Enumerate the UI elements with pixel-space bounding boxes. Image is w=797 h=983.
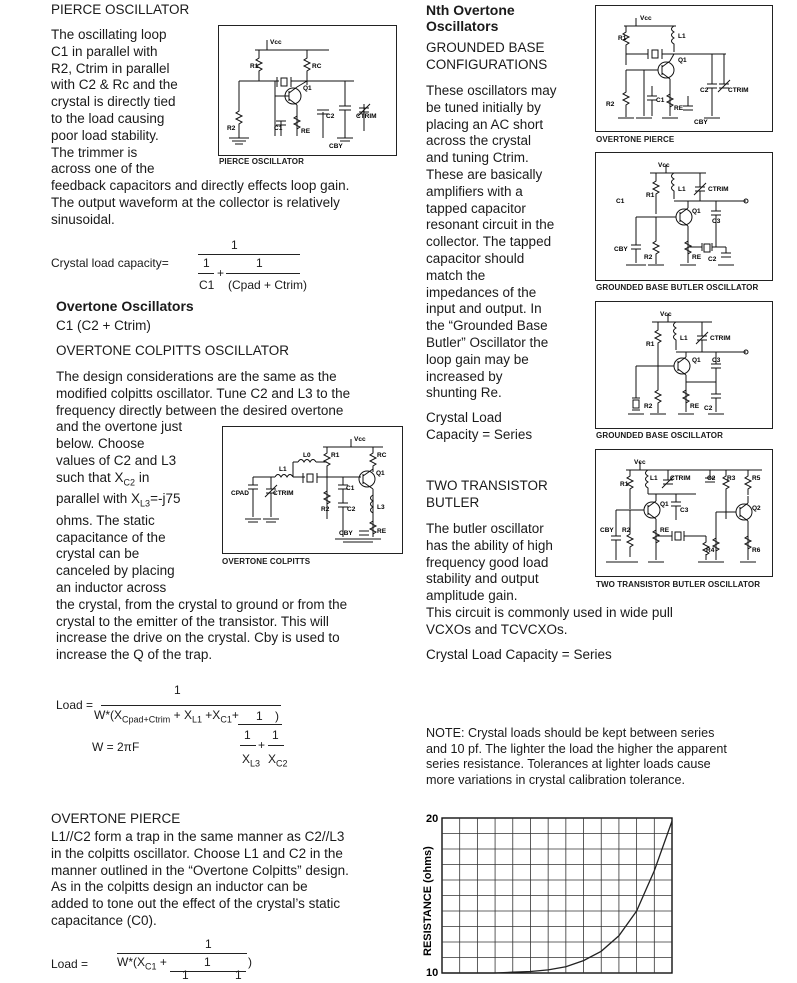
load2-fraction-bar xyxy=(117,953,247,954)
nth-overtone-title xyxy=(426,2,515,34)
text-line: crystal can be xyxy=(56,546,140,562)
text-line: across the crystal xyxy=(426,133,532,149)
svg-text:CPAD: CPAD xyxy=(231,490,249,497)
text-line: BUTLER xyxy=(426,494,480,510)
text-line: amplifiers with a xyxy=(426,183,523,199)
text-line: and 10 pf. The lighter the load the higher the apparent xyxy=(426,741,727,756)
text-fragment: X xyxy=(242,752,251,766)
svg-text:R3: R3 xyxy=(727,475,736,482)
svg-text:CBY: CBY xyxy=(614,246,628,253)
text-line: The butler oscillator xyxy=(426,521,544,536)
text-fragment: such that X xyxy=(56,469,124,485)
load-fraction-bar xyxy=(101,705,281,706)
cl-cpad: (Cpad + Ctrim) xyxy=(228,278,308,292)
svg-text:R2: R2 xyxy=(321,506,330,513)
svg-text:C3: C3 xyxy=(680,507,689,514)
load2-inner-one-b: 1 xyxy=(182,968,189,982)
text-line: placing an AC short xyxy=(426,116,544,132)
text-line: added to tone out the effect of the crystal’s static xyxy=(51,896,341,912)
svg-text:C2: C2 xyxy=(707,475,716,482)
text-line: to the load causing xyxy=(51,110,165,126)
load-paren: ) xyxy=(275,709,279,723)
grounded-base-butler-schematic xyxy=(595,152,773,281)
text-line: The oscillating loop xyxy=(51,27,167,42)
inner-one-a: 1 xyxy=(244,728,251,742)
series-line xyxy=(442,821,672,973)
text-line: ohms. The static xyxy=(56,512,155,528)
text-line: These oscillators may xyxy=(426,83,557,98)
load2-inner-one: 1 xyxy=(204,955,211,969)
svg-text:RC: RC xyxy=(377,452,387,459)
note-paragraph xyxy=(426,726,727,788)
text-line: increase the drive on the crystal. Cby is used to xyxy=(56,630,340,646)
load-denominator xyxy=(94,708,239,724)
svg-text:C1: C1 xyxy=(274,125,283,132)
cl-inner-bar-a xyxy=(198,273,214,274)
text-line: input and output. In xyxy=(426,301,542,317)
text-line: GROUNDED BASE xyxy=(426,40,545,55)
two-transistor-title xyxy=(426,478,548,512)
y-tick-bottom: 10 xyxy=(426,967,439,978)
svg-text:CTRIM: CTRIM xyxy=(728,87,749,94)
subscript: L1 xyxy=(191,714,202,725)
svg-text:L3: L3 xyxy=(377,504,385,511)
text-fragment: parallel with X xyxy=(56,491,141,507)
inner-x2 xyxy=(268,752,288,768)
text-line: and the overtone just xyxy=(56,419,183,435)
svg-text:R2: R2 xyxy=(644,254,653,261)
inner-plus: + xyxy=(258,738,266,752)
cl-inner-bar-b xyxy=(226,273,300,274)
y-tick-top: 20 xyxy=(426,813,439,825)
text-line: canceled by placing xyxy=(56,563,175,579)
text-fragment: X xyxy=(268,752,277,766)
svg-text:Q1: Q1 xyxy=(692,208,701,215)
svg-text:R1: R1 xyxy=(620,481,629,488)
text-line: the “Grounded Base xyxy=(426,318,548,334)
tt-crystal-load: Crystal Load Capacity = Series xyxy=(426,647,612,662)
text-line: collector. The tapped xyxy=(426,234,552,250)
subscript: L3 xyxy=(140,498,151,509)
overtone-formula: C1 (C2 + Ctrim) xyxy=(56,318,151,333)
cl-one-b: 1 xyxy=(256,256,263,270)
text-line: L1//C2 form a trap in the same manner as C2//L3 xyxy=(51,829,345,844)
svg-text:C1: C1 xyxy=(616,198,625,205)
load-label: Load = xyxy=(56,698,94,712)
text-line: loop gain may be xyxy=(426,351,529,367)
svg-text:R1: R1 xyxy=(618,35,627,42)
svg-text:RE: RE xyxy=(660,527,670,534)
svg-text:C2: C2 xyxy=(347,506,356,513)
svg-text:L1: L1 xyxy=(678,186,686,193)
svg-text:CTRIM: CTRIM xyxy=(670,475,691,482)
text-line: frequency good load xyxy=(426,554,549,570)
svg-text:R1: R1 xyxy=(331,452,340,459)
svg-text:C2: C2 xyxy=(708,256,717,263)
load-numerator: 1 xyxy=(174,683,181,697)
grounded-base-paragraph xyxy=(426,83,557,402)
text-line: CONFIGURATIONS xyxy=(426,56,548,72)
text-line: feedback capacitors and directly effects loop gain. xyxy=(51,178,350,194)
svg-text:Vcc: Vcc xyxy=(658,162,670,169)
text-line: across one of the xyxy=(51,161,155,177)
text-line: stability and output xyxy=(426,571,539,587)
svg-text:L0: L0 xyxy=(303,452,311,459)
gb-caption: GROUNDED BASE OSCILLATOR xyxy=(596,431,723,440)
svg-text:Q1: Q1 xyxy=(376,470,385,477)
svg-text:RE: RE xyxy=(674,105,684,112)
svg-text:RE: RE xyxy=(301,128,311,135)
cl-numerator: 1 xyxy=(231,238,238,252)
resistance-chart xyxy=(406,808,676,978)
svg-text:Vcc: Vcc xyxy=(634,459,646,466)
cl-plus: + xyxy=(217,266,225,280)
svg-text:CTRIM: CTRIM xyxy=(710,335,731,342)
subscript: Cpad+Ctrim xyxy=(122,714,171,725)
text-line: shunting Re. xyxy=(426,385,502,401)
load-inner-one: 1 xyxy=(256,709,263,723)
svg-text:CBY: CBY xyxy=(329,143,343,150)
text-line: These are basically xyxy=(426,166,543,182)
text-line: As in the colpitts design an inductor can be xyxy=(51,879,308,895)
text-line: modified colpitts oscillator. Tune C2 and L3 to the xyxy=(56,385,351,401)
load2-label: Load = xyxy=(51,957,89,971)
text-line: capacitor should xyxy=(426,250,525,266)
svg-text:RE: RE xyxy=(377,528,387,535)
svg-text:Vcc: Vcc xyxy=(660,311,672,318)
text-line: with C2 & Rc and the xyxy=(51,77,178,93)
svg-text:C2: C2 xyxy=(704,405,713,412)
svg-text:Vcc: Vcc xyxy=(640,15,652,22)
text-line: in the colpitts oscillator. Choose L1 and C2 in the xyxy=(51,845,343,861)
svg-text:C3: C3 xyxy=(712,218,721,225)
subscript: L3 xyxy=(250,758,261,769)
load2-denominator xyxy=(117,955,167,971)
text-line: crystal to the emitter of the transistor. This will xyxy=(56,613,329,629)
svg-text:RE: RE xyxy=(692,254,702,261)
w-equation: W = 2πF xyxy=(92,740,140,754)
text-line: the crystal, from the crystal to ground or from the xyxy=(56,596,348,612)
svg-text:R5: R5 xyxy=(752,475,761,482)
text-fragment: W*(X xyxy=(94,708,122,722)
svg-text:L1: L1 xyxy=(279,466,287,473)
text-line: match the xyxy=(426,267,486,283)
svg-text:R2: R2 xyxy=(227,125,236,132)
text-line: R2, Ctrim in parallel xyxy=(51,60,170,76)
svg-text:R1: R1 xyxy=(646,192,655,199)
text-line: The trimmer is xyxy=(51,144,138,160)
grounded-base-title xyxy=(426,40,547,74)
text-line: capacitance of the xyxy=(56,529,166,545)
svg-text:Q1: Q1 xyxy=(678,57,687,64)
pierce-title: PIERCE OSCILLATOR xyxy=(51,2,190,17)
text-fragment: + X xyxy=(170,708,192,722)
text-fragment: =-j75 xyxy=(150,491,181,507)
text-line: Nth Overtone xyxy=(426,2,515,18)
text-line: amplitude gain. xyxy=(426,588,518,604)
svg-text:R2: R2 xyxy=(644,403,653,410)
text-line: VCXOs and TCVCXOs. xyxy=(426,621,568,637)
inner-bar-a xyxy=(240,745,256,746)
svg-text:CBY: CBY xyxy=(600,527,614,534)
svg-text:R1: R1 xyxy=(250,63,259,70)
svg-text:C1: C1 xyxy=(346,485,355,492)
svg-text:L1: L1 xyxy=(650,475,658,482)
overtone-heading: Overtone Oscillators xyxy=(56,298,194,314)
svg-text:Q2: Q2 xyxy=(752,505,761,512)
grounded-base-oscillator-schematic xyxy=(595,301,773,429)
inner-one-b: 1 xyxy=(272,728,279,742)
subscript: C2 xyxy=(276,758,288,769)
load2-numerator: 1 xyxy=(205,937,212,951)
pierce-caption: PIERCE OSCILLATOR xyxy=(219,157,304,166)
svg-text:C2: C2 xyxy=(700,87,709,94)
colpitts-caption: OVERTONE COLPITTS xyxy=(222,557,311,566)
tt-butler-caption: TWO TRANSISTOR BUTLER OSCILLATOR xyxy=(596,580,761,589)
text-line: frequency directly between the desired overtone xyxy=(56,402,344,418)
svg-text:C1: C1 xyxy=(656,97,665,104)
svg-text:Q1: Q1 xyxy=(692,357,701,364)
cl-one-a: 1 xyxy=(203,256,210,270)
svg-text:R1: R1 xyxy=(646,341,655,348)
text-line: resonant circuit in the xyxy=(426,217,555,233)
text-line: manner outlined in the “Overtone Colpitts” design. xyxy=(51,862,349,878)
inner-x1 xyxy=(242,752,260,768)
overtone-pierce-paragraph xyxy=(51,829,349,930)
gb-crystal-load xyxy=(426,410,532,444)
overtone-pierce-schematic xyxy=(595,5,773,132)
subscript: C1 xyxy=(220,714,232,725)
svg-text:L1: L1 xyxy=(678,33,686,40)
text-line: Butler” Oscillator the xyxy=(426,334,549,350)
svg-text:Q1: Q1 xyxy=(660,501,669,508)
gb-butler-caption: GROUNDED BASE BUTLER OSCILLATOR xyxy=(596,283,759,292)
text-line: more variations in crystal calibration tolerance. xyxy=(426,772,685,787)
text-line: Oscillators xyxy=(426,18,499,34)
text-line: has the ability of high xyxy=(426,537,553,553)
text-fragment: + xyxy=(156,955,167,969)
overtone-pierce-caption: OVERTONE PIERCE xyxy=(596,135,675,144)
svg-text:RE: RE xyxy=(690,403,700,410)
svg-text:RC: RC xyxy=(312,63,322,70)
load2-inner-one-c: 1 xyxy=(235,968,242,982)
text-line: capacitance (C0). xyxy=(51,912,157,928)
text-line: be tuned initially by xyxy=(426,99,541,115)
text-line: The design considerations are the same as the xyxy=(56,369,337,384)
text-line: Crystal Load xyxy=(426,410,502,425)
text-line: values of C2 and L3 xyxy=(56,452,177,468)
text-line: an inductor across xyxy=(56,579,167,595)
crystal-load-label: Crystal load capacity= xyxy=(51,256,169,270)
svg-text:Q1: Q1 xyxy=(303,85,312,92)
text-line: NOTE: Crystal loads should be kept between series xyxy=(426,726,715,740)
svg-text:R6: R6 xyxy=(752,547,761,554)
load2-paren: ) xyxy=(248,955,252,969)
text-line: C1 in parallel with xyxy=(51,43,158,59)
overtone-pierce-title: OVERTONE PIERCE xyxy=(51,811,181,826)
text-fragment: +X xyxy=(201,708,221,722)
text-line: impedances of the xyxy=(426,284,537,300)
svg-text:Vcc: Vcc xyxy=(354,436,366,443)
resistance-chart-svg xyxy=(406,808,676,978)
text-line: The output waveform at the collector is relatively xyxy=(51,194,340,210)
text-line: series resistance. Tolerances at lighter loads cause xyxy=(426,757,711,772)
colpitts-title: OVERTONE COLPITTS OSCILLATOR xyxy=(56,343,290,358)
y-axis-label: RESISTANCE (ohms) xyxy=(422,846,434,956)
text-line: increase the Q of the trap. xyxy=(56,647,213,663)
subscript: C2 xyxy=(123,477,136,488)
overtone-colpitts-schematic xyxy=(222,426,403,554)
svg-text:CTRIM: CTRIM xyxy=(708,186,729,193)
svg-text:CTRIM: CTRIM xyxy=(273,490,294,497)
text-line: tapped capacitor xyxy=(426,200,526,216)
svg-text:CTRIM: CTRIM xyxy=(356,113,377,120)
text-line: crystal is directly tied xyxy=(51,94,176,110)
svg-text:CBY: CBY xyxy=(339,530,353,537)
text-fragment: in xyxy=(135,469,150,485)
text-line: and tuning Ctrim. xyxy=(426,150,529,166)
text-fragment: + xyxy=(231,708,239,722)
svg-text:R4: R4 xyxy=(706,547,715,554)
text-fragment: W*(X xyxy=(117,955,145,969)
chart-grid xyxy=(442,818,672,973)
cl-fraction-bar xyxy=(198,254,300,255)
text-line: below. Choose xyxy=(56,436,145,452)
svg-text:L1: L1 xyxy=(680,335,688,342)
text-line: poor load stability. xyxy=(51,127,159,143)
svg-text:R2: R2 xyxy=(606,101,615,108)
text-line: Capacity = Series xyxy=(426,426,533,442)
text-line: sinusoidal. xyxy=(51,211,115,227)
svg-text:Vcc: Vcc xyxy=(270,39,282,46)
svg-text:C2: C2 xyxy=(326,113,335,120)
load-inner-bar xyxy=(238,724,282,725)
svg-text:R2: R2 xyxy=(622,527,631,534)
cl-c1: C1 xyxy=(199,278,215,292)
text-line: This circuit is commonly used in wide pull xyxy=(426,604,673,620)
pierce-oscillator-schematic xyxy=(218,25,397,156)
two-transistor-butler-schematic xyxy=(595,449,773,577)
text-line: increased by xyxy=(426,368,503,384)
text-line: TWO TRANSISTOR xyxy=(426,478,548,493)
inner-bar-b xyxy=(268,745,284,746)
svg-text:C3: C3 xyxy=(712,357,721,364)
subscript: C1 xyxy=(145,961,157,972)
svg-text:CBY: CBY xyxy=(694,119,708,126)
